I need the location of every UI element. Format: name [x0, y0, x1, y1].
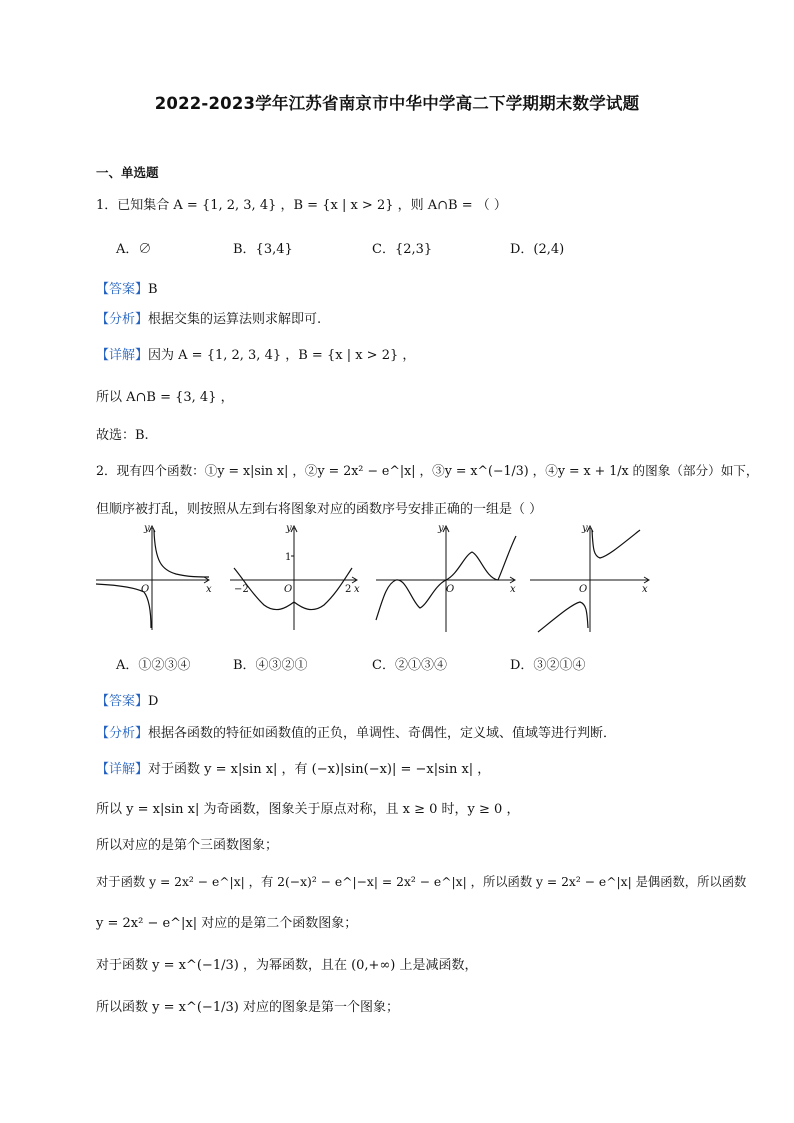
x-label: x: [510, 584, 516, 595]
tick-2: 2: [345, 584, 352, 595]
graph-1-svg: [96, 522, 216, 637]
graph-3-svg: [376, 522, 521, 637]
analysis-tag: 【分析】: [96, 312, 149, 327]
q1-option-a: A．∅: [116, 242, 152, 257]
q1-answer-line: [96, 278, 158, 297]
origin-label: O: [141, 584, 150, 595]
q2-detail-line3: 所以对应的是第个三函数图象；: [96, 838, 279, 853]
answer-tag: 【答案】: [96, 694, 149, 709]
curve-right-branch: [154, 530, 209, 577]
graph-2-svg: [230, 522, 360, 637]
page-title: 2022-2023学年江苏省南京市中华中学高二下学期期末数学试题: [154, 94, 640, 113]
analysis-tag: 【分析】: [96, 726, 149, 741]
x-label: x: [354, 584, 360, 595]
graph-4: [530, 522, 655, 641]
x-label: x: [206, 584, 212, 595]
detail-tag: 【详解】: [96, 762, 149, 777]
q2-detail-line: [96, 758, 490, 777]
tick-neg2: −2: [234, 584, 249, 595]
section-heading: 一、单选题: [96, 165, 159, 180]
q2-answer-line: [96, 690, 158, 709]
q2-analysis-line: [96, 722, 616, 741]
curve-right-branch: [592, 530, 640, 558]
origin-label: O: [579, 584, 588, 595]
q1-answer: B: [148, 282, 158, 297]
y-label: y: [582, 523, 588, 534]
curve: [234, 568, 352, 610]
q1-option-c: C．{2,3}: [372, 242, 433, 257]
q2-option-c: C．②①③④: [372, 658, 447, 673]
detail-tag: 【详解】: [96, 348, 149, 363]
q1-analysis-line: [96, 308, 321, 327]
q2-detail-line6: 对于函数 y = x^(−1/3) ，为幂函数，且在 (0,+∞) 上是减函数，: [96, 958, 478, 973]
q1-analysis: 根据交集的运算法则求解即可.: [148, 312, 322, 327]
q2-stem-line2: 但顺序被打乱，则按照从左到右将图象对应的函数序号安排正确的一组是（ ）: [96, 502, 543, 517]
graph-2: [230, 522, 360, 641]
q2-option-b: B．④③②①: [233, 658, 308, 673]
q2-option-d: D．③②①④: [510, 658, 586, 673]
q2-answer: D: [148, 694, 159, 709]
q1-option-b: B．{3,4}: [233, 242, 293, 257]
origin-label: O: [284, 584, 293, 595]
q1-stem: 1．已知集合 A = {1, 2, 3, 4} ，B = {x | x > 2} ，则 A∩B = （ ）: [96, 198, 507, 213]
y-label: y: [286, 523, 292, 534]
q1-detail-line3: 故选：B.: [96, 428, 149, 443]
tick-1-label: 1: [285, 552, 292, 563]
y-label: y: [438, 523, 444, 534]
q1-detail-line: [96, 344, 415, 363]
q2-detail-line2: 所以 y = x|sin x| 为奇函数，图象关于原点对称，且 x ≥ 0 时，y ≥ 0 ，: [96, 802, 520, 817]
q1-option-d: D．(2,4): [510, 242, 565, 257]
x-label: x: [642, 584, 648, 595]
q1-detail-line2: 所以 A∩B = {3, 4} ，: [96, 390, 234, 405]
q1-detail: 因为 A = {1, 2, 3, 4} ，B = {x | x > 2} ，: [148, 348, 416, 363]
graph-1: [96, 522, 216, 641]
q2-detail-line7: 所以函数 y = x^(−1/3) 对应的图象是第一个图象；: [96, 1000, 399, 1015]
graph-4-svg: [530, 522, 655, 637]
q2-detail: 对于函数 y = x|sin x| ，有 (−x)|sin(−x)| = −x|sin x| ，: [148, 762, 491, 777]
origin-label: O: [446, 584, 455, 595]
q2-detail-line4: 对于函数 y = 2x² − e^|x| ，有 2(−x)² − e^|−x| = 2x² − e^|x| ，所以函数 y = 2x² − e^|x| 是偶函数，所以函数: [96, 875, 747, 889]
q2-detail-line5: y = 2x² − e^|x| 对应的是第二个函数图象；: [96, 916, 358, 931]
y-label: y: [144, 523, 150, 534]
answer-tag: 【答案】: [96, 282, 149, 297]
q2-stem-line1: 2．现有四个函数：①y = x|sin x| ，②y = 2x² − e^|x| ，③y = x^(−1/3) ，④y = x + 1/x 的图象（部分）如下，: [96, 463, 759, 478]
q2-option-a: A．①②③④: [116, 658, 191, 673]
q2-analysis: 根据各函数的特征如函数值的正负，单调性、奇偶性，定义域、值域等进行判断．: [148, 726, 617, 741]
graph-3: [376, 522, 521, 641]
curve-left-branch: [538, 602, 588, 632]
